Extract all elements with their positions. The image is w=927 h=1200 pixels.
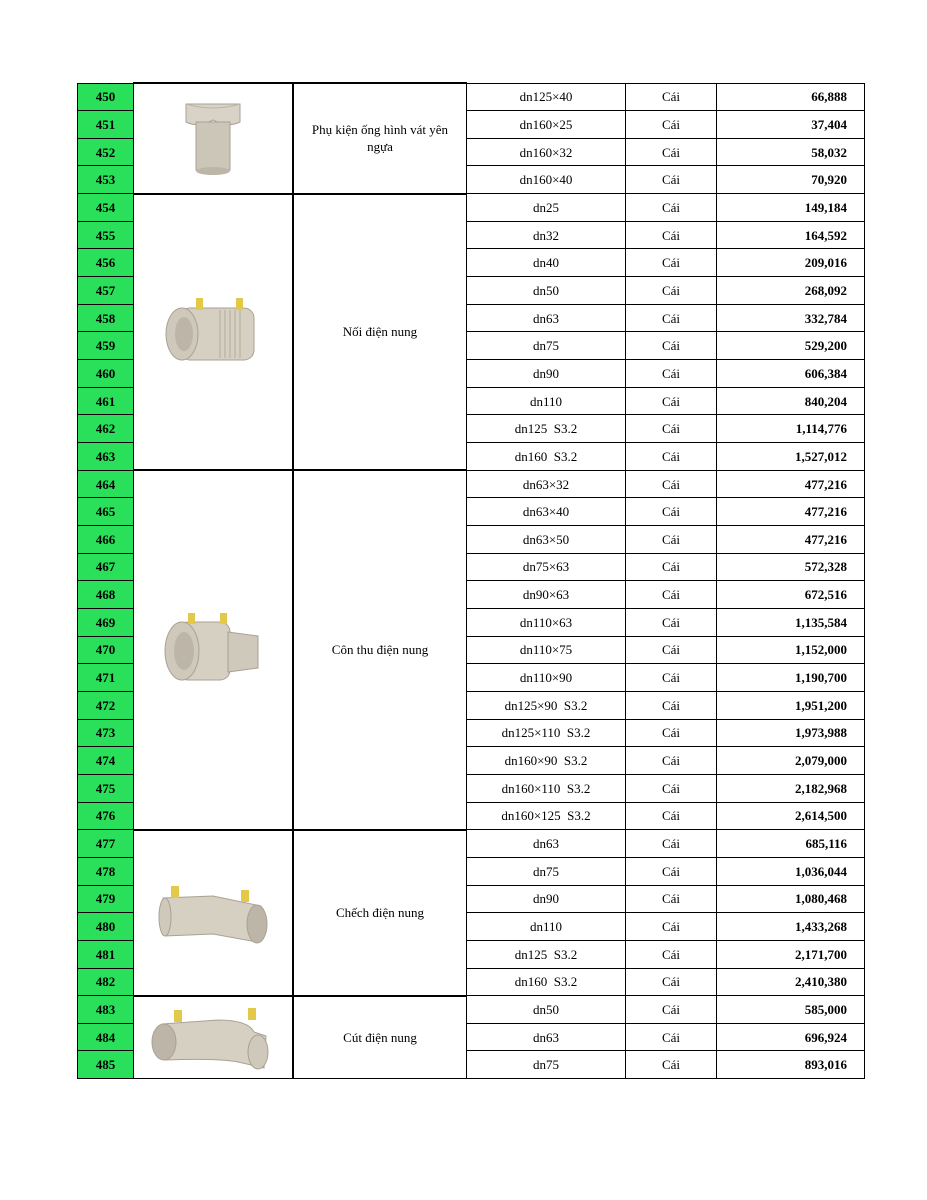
product-image-cell <box>134 194 294 471</box>
item-number: 481 <box>78 940 134 968</box>
item-number: 456 <box>78 249 134 277</box>
item-number: 463 <box>78 443 134 471</box>
item-number: 462 <box>78 415 134 443</box>
unit-price: 37,404 <box>717 111 865 139</box>
size-spec: dn110 <box>467 913 626 941</box>
size-spec: dn110 <box>467 387 626 415</box>
unit-price: 477,216 <box>717 498 865 526</box>
unit-price: 1,951,200 <box>717 691 865 719</box>
unit: Cái <box>626 138 717 166</box>
unit: Cái <box>626 360 717 388</box>
price-table-body <box>78 83 865 1079</box>
size-spec: dn125×110 S3.2 <box>467 719 626 747</box>
product-image-cell <box>134 83 294 194</box>
item-number: 471 <box>78 664 134 692</box>
size-spec: dn110×75 <box>467 636 626 664</box>
table-row <box>78 830 865 858</box>
unit-price: 477,216 <box>717 470 865 498</box>
product-name: Cút điện nung <box>293 996 467 1079</box>
size-spec: dn160×90 S3.2 <box>467 747 626 775</box>
unit-price: 840,204 <box>717 387 865 415</box>
electrofusion-90-elbow-icon <box>134 1002 292 1072</box>
unit: Cái <box>626 443 717 471</box>
unit-price: 149,184 <box>717 194 865 222</box>
item-number: 476 <box>78 802 134 830</box>
size-spec: dn63×50 <box>467 526 626 554</box>
unit-price: 893,016 <box>717 1051 865 1079</box>
size-spec: dn63 <box>467 1023 626 1051</box>
unit-price: 2,614,500 <box>717 802 865 830</box>
size-spec: dn160×125 S3.2 <box>467 802 626 830</box>
unit-price: 1,135,584 <box>717 608 865 636</box>
item-number: 469 <box>78 608 134 636</box>
unit: Cái <box>626 857 717 885</box>
unit-price: 2,079,000 <box>717 747 865 775</box>
table-row <box>78 194 865 222</box>
size-spec: dn75 <box>467 857 626 885</box>
product-image-cell <box>134 996 294 1079</box>
unit-price: 164,592 <box>717 221 865 249</box>
item-number: 457 <box>78 277 134 305</box>
unit: Cái <box>626 249 717 277</box>
electrofusion-45-elbow-icon <box>134 878 292 948</box>
unit: Cái <box>626 608 717 636</box>
size-spec: dn160×40 <box>467 166 626 194</box>
table-row <box>78 470 865 498</box>
unit-price: 209,016 <box>717 249 865 277</box>
item-number: 458 <box>78 304 134 332</box>
size-spec: dn63×32 <box>467 470 626 498</box>
unit-price: 529,200 <box>717 332 865 360</box>
item-number: 475 <box>78 774 134 802</box>
size-spec: dn160×25 <box>467 111 626 139</box>
unit: Cái <box>626 221 717 249</box>
size-spec: dn75×63 <box>467 553 626 581</box>
unit-price: 477,216 <box>717 526 865 554</box>
size-spec: dn160×32 <box>467 138 626 166</box>
size-spec: dn125 S3.2 <box>467 940 626 968</box>
size-spec: dn75 <box>467 1051 626 1079</box>
item-number: 474 <box>78 747 134 775</box>
item-number: 485 <box>78 1051 134 1079</box>
item-number: 479 <box>78 885 134 913</box>
unit-price: 606,384 <box>717 360 865 388</box>
item-number: 482 <box>78 968 134 996</box>
unit-price: 2,182,968 <box>717 774 865 802</box>
size-spec: dn63×40 <box>467 498 626 526</box>
unit: Cái <box>626 553 717 581</box>
unit: Cái <box>626 691 717 719</box>
size-spec: dn50 <box>467 996 626 1024</box>
product-name: Nối điện nung <box>293 194 467 471</box>
unit: Cái <box>626 968 717 996</box>
unit-price: 585,000 <box>717 996 865 1024</box>
item-number: 466 <box>78 526 134 554</box>
item-number: 484 <box>78 1023 134 1051</box>
unit: Cái <box>626 802 717 830</box>
size-spec: dn125×90 S3.2 <box>467 691 626 719</box>
size-spec: dn90 <box>467 885 626 913</box>
item-number: 451 <box>78 111 134 139</box>
product-name: Côn thu điện nung <box>293 470 467 830</box>
price-table <box>77 82 865 1079</box>
unit-price: 685,116 <box>717 830 865 858</box>
unit-price: 1,080,468 <box>717 885 865 913</box>
size-spec: dn50 <box>467 277 626 305</box>
item-number: 473 <box>78 719 134 747</box>
unit: Cái <box>626 830 717 858</box>
size-spec: dn90 <box>467 360 626 388</box>
unit-price: 1,433,268 <box>717 913 865 941</box>
unit: Cái <box>626 664 717 692</box>
size-spec: dn125 S3.2 <box>467 415 626 443</box>
unit-price: 1,973,988 <box>717 719 865 747</box>
item-number: 465 <box>78 498 134 526</box>
item-number: 461 <box>78 387 134 415</box>
item-number: 459 <box>78 332 134 360</box>
unit-price: 1,036,044 <box>717 857 865 885</box>
unit: Cái <box>626 304 717 332</box>
unit-price: 70,920 <box>717 166 865 194</box>
unit-price: 2,171,700 <box>717 940 865 968</box>
item-number: 452 <box>78 138 134 166</box>
unit: Cái <box>626 277 717 305</box>
unit: Cái <box>626 111 717 139</box>
unit-price: 1,190,700 <box>717 664 865 692</box>
product-image-cell <box>134 830 294 996</box>
item-number: 453 <box>78 166 134 194</box>
electrofusion-coupler-icon <box>134 292 292 372</box>
unit-price: 572,328 <box>717 553 865 581</box>
unit: Cái <box>626 581 717 609</box>
item-number: 450 <box>78 83 134 111</box>
item-number: 483 <box>78 996 134 1024</box>
unit: Cái <box>626 470 717 498</box>
unit-price: 66,888 <box>717 83 865 111</box>
unit-price: 58,032 <box>717 138 865 166</box>
item-number: 455 <box>78 221 134 249</box>
unit: Cái <box>626 526 717 554</box>
unit: Cái <box>626 387 717 415</box>
size-spec: dn160×110 S3.2 <box>467 774 626 802</box>
size-spec: dn160 S3.2 <box>467 968 626 996</box>
item-number: 460 <box>78 360 134 388</box>
unit: Cái <box>626 1023 717 1051</box>
size-spec: dn32 <box>467 221 626 249</box>
price-table-container <box>77 82 865 1079</box>
unit-price: 1,152,000 <box>717 636 865 664</box>
unit: Cái <box>626 1051 717 1079</box>
unit: Cái <box>626 498 717 526</box>
item-number: 472 <box>78 691 134 719</box>
item-number: 477 <box>78 830 134 858</box>
item-number: 480 <box>78 913 134 941</box>
size-spec: dn63 <box>467 304 626 332</box>
unit-price: 332,784 <box>717 304 865 332</box>
item-number: 454 <box>78 194 134 222</box>
unit: Cái <box>626 332 717 360</box>
unit-price: 696,924 <box>717 1023 865 1051</box>
unit: Cái <box>626 996 717 1024</box>
electrofusion-reducer-icon <box>134 610 292 690</box>
size-spec: dn160 S3.2 <box>467 443 626 471</box>
item-number: 464 <box>78 470 134 498</box>
unit: Cái <box>626 83 717 111</box>
unit: Cái <box>626 913 717 941</box>
unit-price: 268,092 <box>717 277 865 305</box>
product-image-cell <box>134 470 294 830</box>
unit: Cái <box>626 194 717 222</box>
unit-price: 1,114,776 <box>717 415 865 443</box>
size-spec: dn63 <box>467 830 626 858</box>
table-row <box>78 996 865 1024</box>
unit: Cái <box>626 415 717 443</box>
table-row <box>78 83 865 111</box>
size-spec: dn125×40 <box>467 83 626 111</box>
item-number: 467 <box>78 553 134 581</box>
unit-price: 672,516 <box>717 581 865 609</box>
unit: Cái <box>626 747 717 775</box>
size-spec: dn110×63 <box>467 608 626 636</box>
product-name: Phụ kiện ống hình vát yên ngựa <box>293 83 467 194</box>
item-number: 478 <box>78 857 134 885</box>
size-spec: dn75 <box>467 332 626 360</box>
unit: Cái <box>626 940 717 968</box>
unit-price: 2,410,380 <box>717 968 865 996</box>
item-number: 468 <box>78 581 134 609</box>
size-spec: dn110×90 <box>467 664 626 692</box>
saddle-fitting-icon <box>134 98 292 178</box>
unit-price: 1,527,012 <box>717 443 865 471</box>
unit: Cái <box>626 166 717 194</box>
item-number: 470 <box>78 636 134 664</box>
unit: Cái <box>626 885 717 913</box>
unit: Cái <box>626 636 717 664</box>
unit: Cái <box>626 719 717 747</box>
size-spec: dn90×63 <box>467 581 626 609</box>
unit: Cái <box>626 774 717 802</box>
size-spec: dn25 <box>467 194 626 222</box>
size-spec: dn40 <box>467 249 626 277</box>
product-name: Chếch điện nung <box>293 830 467 996</box>
